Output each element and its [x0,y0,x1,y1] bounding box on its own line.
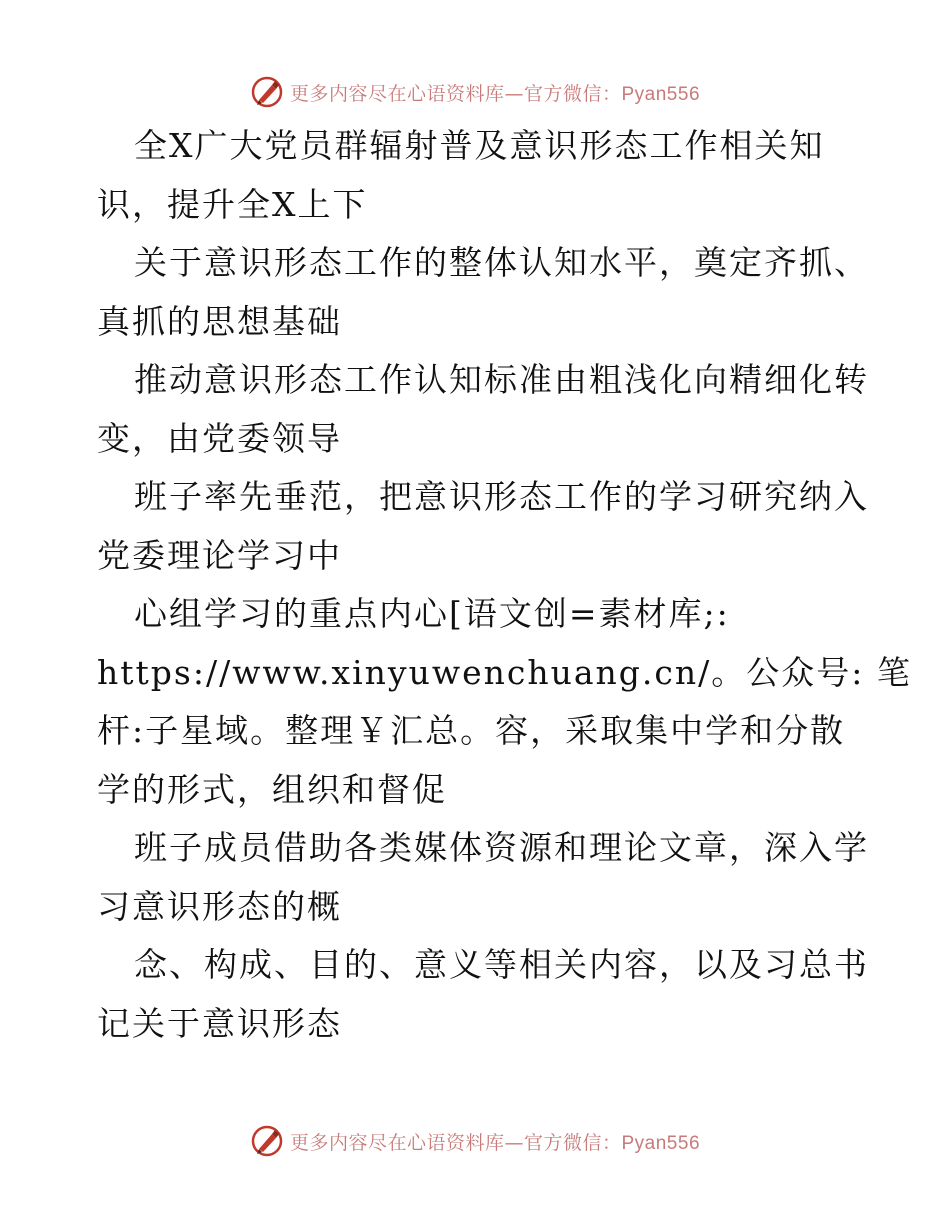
paragraph-line: 杆:子星域。整理￥汇总。容，采取集中学和分散 [97,711,846,750]
paragraph-line: 变，由党委领导 [97,418,342,458]
watermark-text: 更多内容尽在心语资料库—官方微信：Pyan556 [289,1131,701,1154]
paragraph-line: 推动意识形态工作认知标准由粗浅化向精细化转 [134,360,869,399]
paragraph-line: 记关于意识形态 [97,1003,342,1043]
paragraph-line: 真抓的思想基础 [97,301,342,341]
watermark-text: 更多内容尽在心语资料库—官方微信：Pyan556 [289,82,701,105]
paragraph-line: https://www.xinyuwenchuang.cn/。公众号: 笔 [97,652,912,692]
paragraph-line: 党委理论学习中 [97,535,342,575]
paragraph-line: 习意识形态的概 [97,886,342,926]
pen-logo-icon [250,1124,284,1158]
paragraph-line: 心组学习的重点内心[语文创=素材库;: [134,594,730,633]
paragraph-line: 识，提升全X上下 [97,184,368,224]
pen-logo-icon [250,75,284,109]
paragraph-line: 关于意识形态工作的整体认知水平，奠定齐抓、 [134,243,869,282]
paragraph-line: 念、构成、目的、意义等相关内容，以及习总书 [134,945,869,984]
paragraph-line: 班子成员借助各类媒体资源和理论文章，深入学 [134,828,869,867]
watermark-wechat-id: Pyan556 [621,1132,701,1154]
watermark-wechat-id: Pyan556 [621,83,701,105]
footer-watermark [0,1121,950,1161]
document-body [97,117,912,1053]
paragraph-line: 班子率先垂范，把意识形态工作的学习研究纳入 [134,477,869,516]
paragraph-line: 学的形式，组织和督促 [97,769,447,809]
header-watermark [0,72,950,112]
paragraph-line: 全X广大党员群辐射普及意识形态工作相关知 [134,126,825,165]
